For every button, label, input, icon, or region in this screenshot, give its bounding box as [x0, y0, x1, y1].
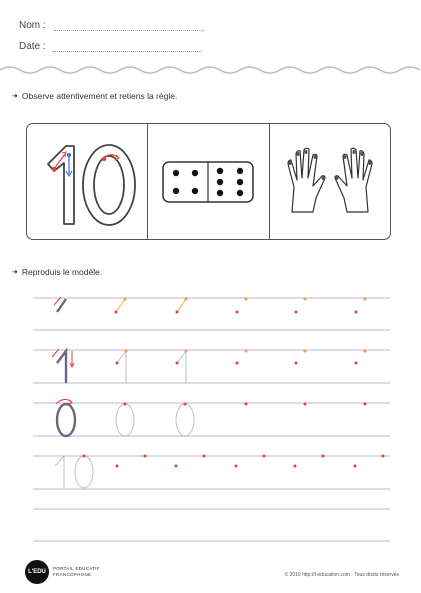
bullet-icon: ➜	[12, 93, 18, 100]
portal-text	[53, 566, 100, 578]
trace-one	[177, 351, 186, 383]
model-one	[57, 351, 66, 383]
name-label: Nom :	[19, 20, 46, 31]
trace-ten-one	[55, 456, 64, 489]
row-number-ten	[55, 455, 385, 490]
model-stroke	[57, 299, 66, 312]
portal-line-1: PORTAIL ÉDUCATIF	[53, 566, 100, 571]
ledu-logo: L'EDU	[25, 560, 49, 584]
row-digit-one	[52, 349, 367, 383]
row-diagonal-strokes	[54, 297, 367, 314]
trace-zero	[116, 404, 134, 436]
dotted-stroke	[116, 299, 125, 312]
model-zero	[57, 404, 75, 436]
instruction-reproduce-text: Reproduis le modèle.	[21, 267, 103, 277]
footer-logo[interactable]	[25, 560, 100, 584]
trace-ten-zero	[75, 456, 93, 488]
guide-lines	[33, 298, 390, 541]
instruction-observe-text: Observe attentivement et retiens la règle.	[21, 91, 178, 101]
bullet-icon: ➜	[12, 269, 18, 276]
trace-zero	[176, 404, 194, 436]
dotted-stroke	[177, 299, 186, 312]
copyright-text: © 2019 http://l-education.com - Tous droits réservés	[284, 572, 399, 578]
trace-one	[117, 351, 126, 383]
row-digit-zero	[56, 399, 367, 436]
date-label: Date :	[19, 41, 46, 52]
portal-line-2: FRANCOPHONE	[53, 572, 92, 577]
